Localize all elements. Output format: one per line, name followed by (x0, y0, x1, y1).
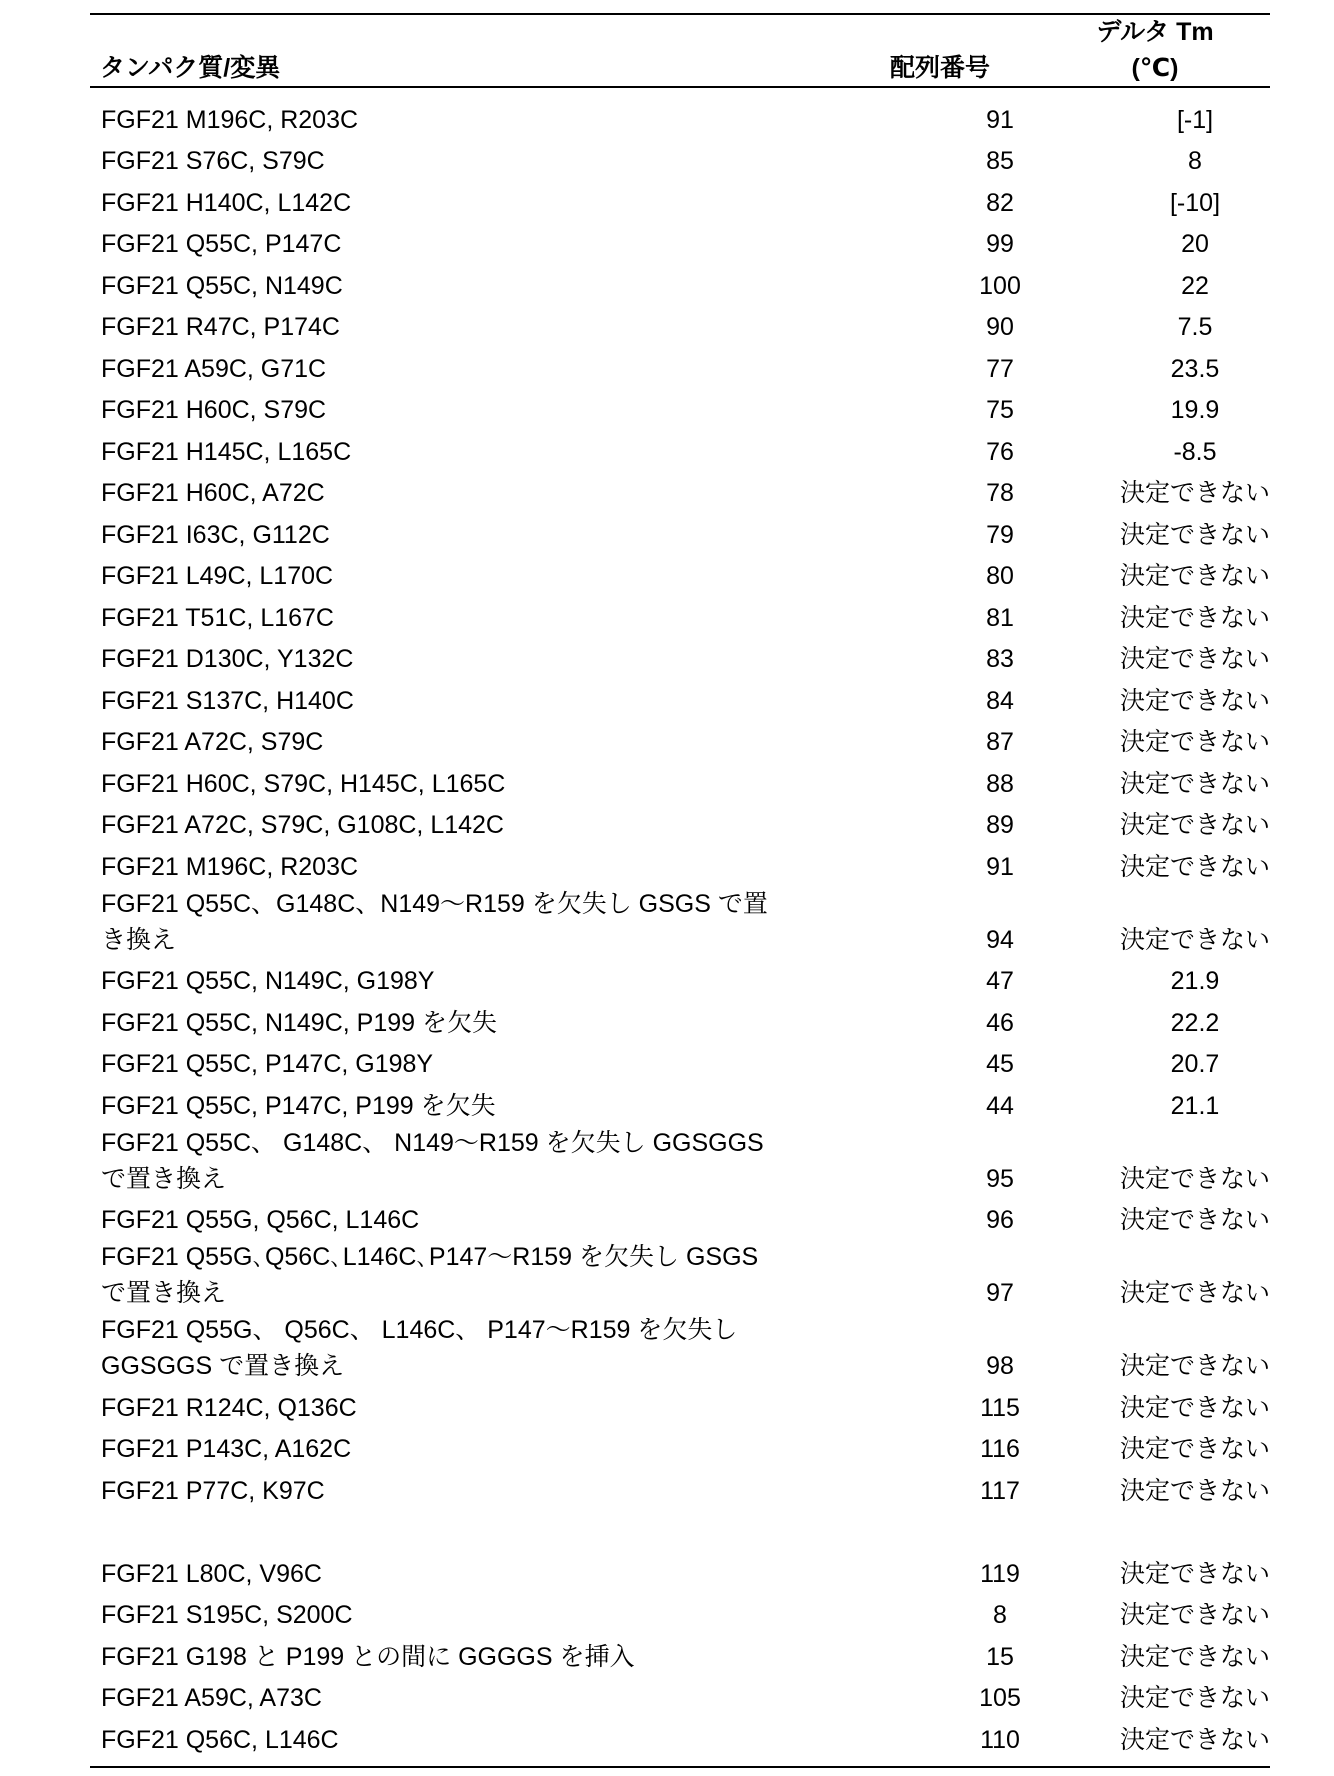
cell-protein-mutation (0, 102, 841, 138)
cell-text-line: FGF21 H140C, L142C (101, 185, 841, 221)
cell-delta-tm: 決定できない (1115, 1722, 1275, 1758)
cell-protein-mutation (0, 724, 841, 760)
cell-protein-mutation (0, 1639, 841, 1675)
cell-delta-tm: 決定できない (1115, 724, 1275, 760)
cell-protein-mutation (0, 1046, 841, 1082)
cell-delta-tm: 決定できない (1115, 1597, 1275, 1633)
cell-protein-mutation (0, 1556, 841, 1592)
cell-delta-tm: 決定できない (1115, 766, 1275, 802)
header-rule (90, 86, 1270, 88)
cell-delta-tm: 8 (1115, 143, 1275, 179)
cell-text-line: FGF21 Q55C, N149C (101, 268, 841, 304)
table-row (0, 802, 1334, 844)
table-row (0, 1082, 1334, 1124)
cell-protein-mutation (0, 807, 841, 843)
cell-delta-tm: 決定できない (1115, 558, 1275, 594)
cell-seq-id: 99 (930, 226, 1070, 262)
cell-delta-tm: 20.7 (1115, 1046, 1275, 1082)
cell-seq-id: 96 (930, 1202, 1070, 1238)
table-row (0, 262, 1334, 304)
cell-protein-mutation (0, 641, 841, 677)
cell-text-line: FGF21 I63C, G112C (101, 517, 841, 553)
cell-protein-mutation (0, 600, 841, 636)
table-row (0, 1124, 1334, 1197)
table-row (0, 760, 1334, 802)
table-row (0, 1311, 1334, 1384)
cell-seq-id: 45 (930, 1046, 1070, 1082)
cell-delta-tm: 決定できない (1115, 1473, 1275, 1509)
cell-protein-mutation (0, 1722, 841, 1758)
table-row (0, 428, 1334, 470)
cell-delta-tm: 決定できない (1115, 922, 1275, 958)
cell-protein-mutation (0, 849, 841, 885)
cell-text-line: FGF21 S137C, H140C (101, 683, 841, 719)
cell-text-line: FGF21 H60C, S79C, H145C, L165C (101, 766, 841, 802)
cell-delta-tm: 決定できない (1115, 1431, 1275, 1467)
cell-text-line: FGF21 R124C, Q136C (101, 1390, 841, 1426)
cell-text-line: FGF21 M196C, R203C (101, 102, 841, 138)
cell-protein-mutation (0, 1088, 841, 1124)
cell-seq-id: 78 (930, 475, 1070, 511)
cell-seq-id: 82 (930, 185, 1070, 221)
cell-seq-id: 15 (930, 1639, 1070, 1675)
cell-seq-id: 46 (930, 1005, 1070, 1041)
cell-delta-tm: 決定できない (1115, 849, 1275, 885)
cell-delta-tm: 20 (1115, 226, 1275, 262)
cell-protein-mutation (0, 1390, 841, 1426)
cell-delta-tm: -8.5 (1115, 434, 1275, 470)
cell-seq-id: 75 (930, 392, 1070, 428)
cell-text-line: FGF21 Q55C, N149C, G198Y (101, 963, 841, 999)
cell-delta-tm: 決定できない (1115, 1639, 1275, 1675)
cell-protein-mutation (0, 434, 841, 470)
cell-delta-tm: 19.9 (1115, 392, 1275, 428)
cell-seq-id: 79 (930, 517, 1070, 553)
cell-text-line: FGF21 Q55C, N149C, P199 を欠失 (101, 1005, 841, 1041)
cell-protein-mutation (0, 1431, 841, 1467)
table-row (0, 843, 1334, 885)
cell-text-line: FGF21 H60C, S79C (101, 392, 841, 428)
cell-seq-id: 83 (930, 641, 1070, 677)
cell-text-line: FGF21 D130C, Y132C (101, 641, 841, 677)
cell-delta-tm: 決定できない (1115, 641, 1275, 677)
cell-text-line: FGF21 Q55C、 G148C、 N149～R159 を欠失し GGSGGS (101, 1125, 841, 1161)
cell-seq-id: 8 (930, 1597, 1070, 1633)
cell-protein-mutation (0, 1239, 841, 1311)
delta-tm-unit: (℃) (1075, 50, 1235, 86)
cell-delta-tm: 決定できない (1115, 1680, 1275, 1716)
table-row (0, 1426, 1334, 1468)
table-row (0, 179, 1334, 221)
cell-protein-mutation (0, 226, 841, 262)
blank-row (0, 1509, 1334, 1551)
cell-protein-mutation (0, 268, 841, 304)
cell-delta-tm: 決定できない (1115, 1161, 1275, 1197)
table-row (0, 636, 1334, 678)
table-row (0, 999, 1334, 1041)
cell-seq-id: 91 (930, 849, 1070, 885)
cell-seq-id: 88 (930, 766, 1070, 802)
column-header-delta-tm (1075, 14, 1235, 86)
table-row (0, 677, 1334, 719)
table-row (0, 553, 1334, 595)
cell-text-line: FGF21 H145C, L165C (101, 434, 841, 470)
cell-text-line: で置き換え (101, 1275, 841, 1311)
cell-text-line: FGF21 A72C, S79C (101, 724, 841, 760)
cell-text-line: FGF21 Q55G、 Q56C、 L146C、 P147～R159 を欠失し (101, 1312, 841, 1348)
cell-seq-id: 116 (930, 1431, 1070, 1467)
cell-protein-mutation (0, 1680, 841, 1716)
cell-seq-id: 94 (930, 922, 1070, 958)
table-row (0, 1550, 1334, 1592)
cell-delta-tm: 22 (1115, 268, 1275, 304)
cell-seq-id: 87 (930, 724, 1070, 760)
cell-text-line: FGF21 A59C, A73C (101, 1680, 841, 1716)
cell-delta-tm: 7.5 (1115, 309, 1275, 345)
table-row (0, 958, 1334, 1000)
cell-text-line: FGF21 S195C, S200C (101, 1597, 841, 1633)
cell-protein-mutation (0, 1473, 841, 1509)
cell-text-line: FGF21 S76C, S79C (101, 143, 841, 179)
cell-seq-id: 105 (930, 1680, 1070, 1716)
cell-text-line: FGF21 L80C, V96C (101, 1556, 841, 1592)
cell-delta-tm: 21.1 (1115, 1088, 1275, 1124)
table-row (0, 511, 1334, 553)
cell-delta-tm: 決定できない (1115, 1390, 1275, 1426)
cell-seq-id: 89 (930, 807, 1070, 843)
table-bottom-rule (90, 1766, 1270, 1768)
cell-text-line: FGF21 G198 と P199 との間に GGGGS を挿入 (101, 1639, 841, 1675)
cell-seq-id: 90 (930, 309, 1070, 345)
cell-delta-tm: 決定できない (1115, 807, 1275, 843)
cell-protein-mutation (0, 143, 841, 179)
cell-seq-id: 119 (930, 1556, 1070, 1592)
cell-delta-tm: 決定できない (1115, 1556, 1275, 1592)
cell-seq-id: 117 (930, 1473, 1070, 1509)
cell-delta-tm: 決定できない (1115, 683, 1275, 719)
table-row (0, 1716, 1334, 1758)
cell-text-line: FGF21 H60C, A72C (101, 475, 841, 511)
cell-text-line: FGF21 R47C, P174C (101, 309, 841, 345)
cell-delta-tm: [-10] (1115, 185, 1275, 221)
cell-text-line: FGF21 P143C, A162C (101, 1431, 841, 1467)
cell-text-line: FGF21 A59C, G71C (101, 351, 841, 387)
cell-delta-tm: 決定できない (1115, 517, 1275, 553)
cell-text-line: FGF21 T51C, L167C (101, 600, 841, 636)
table-row (0, 1197, 1334, 1239)
table-row (0, 1633, 1334, 1675)
cell-delta-tm: 決定できない (1115, 475, 1275, 511)
cell-seq-id: 84 (930, 683, 1070, 719)
table-row (0, 470, 1334, 512)
cell-protein-mutation (0, 475, 841, 511)
table-row (0, 594, 1334, 636)
cell-seq-id: 44 (930, 1088, 1070, 1124)
cell-seq-id: 85 (930, 143, 1070, 179)
cell-delta-tm: 23.5 (1115, 351, 1275, 387)
cell-protein-mutation (0, 392, 841, 428)
cell-seq-id: 81 (930, 600, 1070, 636)
cell-seq-id: 98 (930, 1348, 1070, 1384)
table-row (0, 138, 1334, 180)
cell-text-line: FGF21 Q55C、G148C、N149～R159 を欠失し GSGS で置 (101, 886, 841, 922)
cell-protein-mutation (0, 1202, 841, 1238)
cell-delta-tm: 決定できない (1115, 1202, 1275, 1238)
cell-protein-mutation (0, 1125, 841, 1197)
cell-text-line: GGSGGS で置き換え (101, 1348, 841, 1384)
table-row (0, 1238, 1334, 1311)
cell-text-line: FGF21 P77C, K97C (101, 1473, 841, 1509)
cell-text-line: き換え (101, 922, 841, 958)
table-row (0, 1675, 1334, 1717)
cell-text-line: FGF21 Q55C, P147C (101, 226, 841, 262)
cell-seq-id: 47 (930, 963, 1070, 999)
table-row (0, 1592, 1334, 1634)
cell-protein-mutation (0, 963, 841, 999)
table-row (0, 719, 1334, 761)
cell-text-line: FGF21 Q55G､Q56C､L146C､P147～R159 を欠失し GSGS (101, 1239, 841, 1275)
cell-protein-mutation (0, 351, 841, 387)
table-row (0, 1041, 1334, 1083)
table-row (0, 1467, 1334, 1509)
table-row (0, 1384, 1334, 1426)
table-row (0, 345, 1334, 387)
cell-delta-tm: 22.2 (1115, 1005, 1275, 1041)
delta-tm-label: デルタ Tm (1075, 14, 1235, 50)
cell-protein-mutation (0, 309, 841, 345)
column-header-protein: タンパク質/変異 (100, 50, 280, 86)
cell-seq-id: 80 (930, 558, 1070, 594)
cell-seq-id: 97 (930, 1275, 1070, 1311)
cell-text-line: FGF21 Q55C, P147C, P199 を欠失 (101, 1088, 841, 1124)
cell-protein-mutation (0, 558, 841, 594)
table-row (0, 304, 1334, 346)
cell-text-line: FGF21 M196C, R203C (101, 849, 841, 885)
cell-seq-id: 77 (930, 351, 1070, 387)
cell-protein-mutation (0, 886, 841, 958)
cell-seq-id: 95 (930, 1161, 1070, 1197)
table-body (0, 96, 1334, 1758)
cell-delta-tm: 決定できない (1115, 1348, 1275, 1384)
cell-protein-mutation (0, 683, 841, 719)
table-row (0, 387, 1334, 429)
table-row (0, 221, 1334, 263)
cell-seq-id: 100 (930, 268, 1070, 304)
cell-delta-tm: 21.9 (1115, 963, 1275, 999)
cell-protein-mutation (0, 185, 841, 221)
cell-protein-mutation (0, 1005, 841, 1041)
cell-text-line: FGF21 Q55G, Q56C, L146C (101, 1202, 841, 1238)
cell-seq-id: 76 (930, 434, 1070, 470)
cell-seq-id: 115 (930, 1390, 1070, 1426)
column-header-seq-id: 配列番号 (870, 50, 1010, 86)
cell-protein-mutation (0, 1312, 841, 1384)
cell-delta-tm: [-1] (1115, 102, 1275, 138)
cell-text-line: FGF21 L49C, L170C (101, 558, 841, 594)
cell-protein-mutation (0, 766, 841, 802)
cell-seq-id: 110 (930, 1722, 1070, 1758)
cell-text-line: FGF21 Q56C, L146C (101, 1722, 841, 1758)
cell-text-line: FGF21 Q55C, P147C, G198Y (101, 1046, 841, 1082)
cell-delta-tm: 決定できない (1115, 1275, 1275, 1311)
cell-protein-mutation (0, 1597, 841, 1633)
cell-text-line: FGF21 A72C, S79C, G108C, L142C (101, 807, 841, 843)
table-row (0, 885, 1334, 958)
cell-delta-tm: 決定できない (1115, 600, 1275, 636)
cell-text-line: で置き換え (101, 1161, 841, 1197)
cell-protein-mutation (0, 517, 841, 553)
cell-seq-id: 91 (930, 102, 1070, 138)
table-row (0, 96, 1334, 138)
